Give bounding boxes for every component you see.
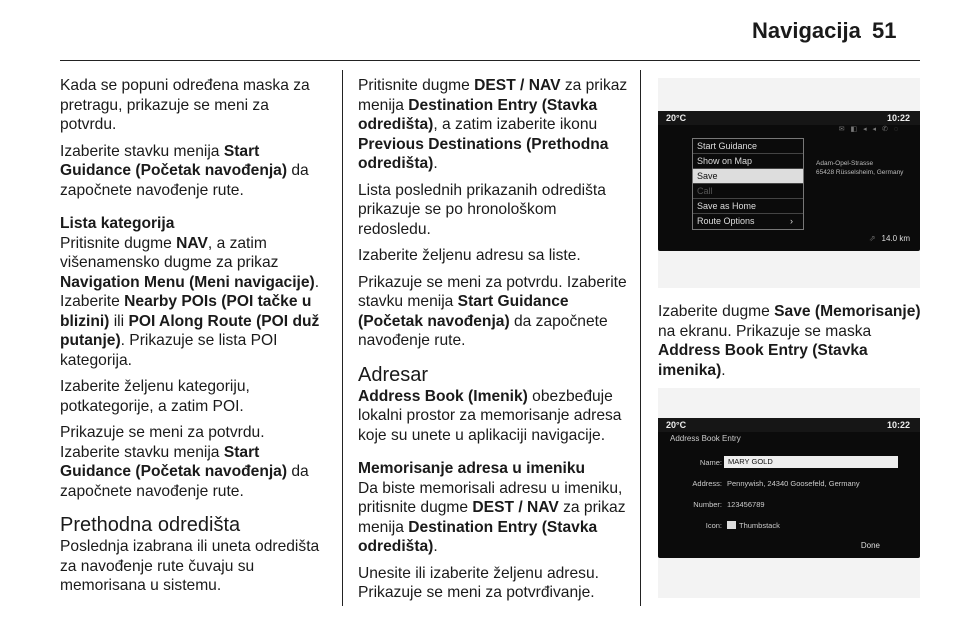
button-term: DEST / NAV <box>474 77 561 94</box>
paragraph <box>358 387 628 446</box>
column-divider-2 <box>640 70 641 606</box>
page-number: 51 <box>872 18 897 43</box>
address-label: Address: <box>692 479 722 488</box>
icon-row[interactable] <box>658 519 920 532</box>
paragraph <box>60 377 328 416</box>
chevron-right-icon: › <box>790 216 793 226</box>
paragraph <box>358 479 628 557</box>
distance <box>869 234 910 243</box>
destination-address <box>816 159 903 177</box>
icon-field[interactable] <box>727 521 780 530</box>
number-label: Number: <box>693 500 722 509</box>
text: Prikazuje se meni za potvrdu. Izaberite stavku menija <box>60 424 265 461</box>
route-icon: ⇗ <box>868 234 876 243</box>
text: Pritisnite dugme <box>60 234 177 252</box>
paragraph <box>60 76 328 135</box>
text: Kada se popuni određena maska za pretragu, prikazuje se meni za potvrdu. <box>60 77 310 133</box>
text: . <box>433 538 438 555</box>
text: . <box>433 155 438 172</box>
menu-term: Start Guidance (Početak navođenja) <box>358 293 569 330</box>
paragraph <box>358 564 628 603</box>
menu-item-start-guidance[interactable]: Start Guidance <box>693 139 803 154</box>
thumbstack-icon <box>727 521 736 529</box>
text: Prikazuje se meni za potvrdu. Izaberite stavku menija <box>358 273 627 310</box>
text: da započnete navođenje rute. <box>358 312 608 349</box>
icon-value: Thumbstack <box>739 521 780 530</box>
paragraph <box>60 142 328 201</box>
menu-term: Navigation Menu (Meni navigacije) <box>60 273 315 291</box>
clock: 10:22 <box>886 113 910 123</box>
text: , a zatim višenamensko dugme za prikaz <box>60 234 279 271</box>
column-2 <box>358 76 628 610</box>
screenshot-confirmation-menu <box>658 78 920 288</box>
button-term: DEST / NAV <box>472 499 559 516</box>
text: za prikaz menija <box>358 77 628 114</box>
address-row[interactable] <box>658 477 920 490</box>
menu-term: Destination Entry (Stavka odredišta) <box>358 518 598 555</box>
menu-term: Address Book (Imenik) <box>358 387 528 405</box>
name-row[interactable] <box>658 456 920 469</box>
column-1 <box>60 76 328 603</box>
confirmation-menu <box>692 138 804 230</box>
text: Izaberite stavku menija <box>60 142 224 160</box>
section-heading-memorisanje: Memorisanje adresa u imeniku <box>358 460 586 477</box>
paragraph <box>658 302 926 380</box>
button-term: NAV <box>176 234 208 252</box>
route-options-label: Route Options <box>697 216 755 226</box>
paragraph <box>358 181 628 240</box>
text: ili <box>109 312 129 330</box>
temperature: 20°C <box>666 113 687 123</box>
menu-term: Address Book Entry (Stavka imenika) <box>658 342 868 379</box>
menu-term: Start Guidance (Početak navođenja) <box>60 443 288 480</box>
number-field[interactable]: 123456789 <box>727 500 765 509</box>
address-street: Adam-Opel-Strasse <box>816 160 874 167</box>
text: Unesite ili izaberite željenu adresu. Prikazuje se meni za potvrđivanje. <box>358 564 599 601</box>
section-heading-lista: Lista kategorija <box>60 215 175 232</box>
status-bar <box>658 418 920 432</box>
menu-term: Nearby POIs (POI tačke u blizini) <box>60 293 312 330</box>
column-divider-1 <box>342 70 343 606</box>
paragraph <box>60 537 328 596</box>
infotainment-screen <box>658 418 920 558</box>
text: . Prikazuje se lista POI kategorija. <box>60 332 278 369</box>
menu-term: POI Along Route (POI duž putanje) <box>60 312 320 349</box>
button-term: Save (Memorisanje) <box>774 303 921 320</box>
screenshot-address-book-entry <box>658 388 920 598</box>
text: . <box>721 361 726 379</box>
paragraph <box>358 76 628 174</box>
section-heading-adresar: Adresar <box>358 363 429 386</box>
address-field[interactable]: Pennywish, 24340 Goosefeld, Germany <box>727 479 860 488</box>
text: . Izaberite <box>60 273 320 310</box>
text: obezbeđuje lokalni prostor za memorisanje adresa koje su unete u aplikaciji navigacije. <box>358 387 622 444</box>
clock: 10:22 <box>886 420 910 430</box>
menu-item-save[interactable]: Save <box>693 169 803 184</box>
name-label: Name: <box>699 458 722 467</box>
temperature: 20°C <box>666 420 687 430</box>
chapter-title: Navigacija <box>752 18 861 43</box>
name-field[interactable]: MARY GOLD <box>724 456 898 468</box>
text: na ekranu. Prikazuje se maska <box>658 322 872 340</box>
text: da započnete navođenje rute. <box>60 463 309 500</box>
paragraph <box>358 246 628 266</box>
menu-item-route-options[interactable] <box>693 214 803 229</box>
menu-term: Start Guidance (Početak navođenja) <box>60 142 288 179</box>
infotainment-screen <box>658 111 920 251</box>
status-bar <box>658 111 920 133</box>
distance-value: 14.0 km <box>881 234 910 243</box>
number-row[interactable] <box>658 498 920 511</box>
menu-item-show-on-map[interactable]: Show on Map <box>693 154 803 169</box>
text: da započnete navođenje rute. <box>60 162 309 199</box>
paragraph <box>60 234 328 371</box>
page-header <box>0 0 960 60</box>
section-heading-prethodna: Prethodna odredišta <box>60 514 241 536</box>
text: Izaberite željenu kategoriju, potkategorije, a zatim POI. <box>60 378 250 415</box>
text: za prikaz menija <box>358 499 626 536</box>
text: Pritisnite dugme <box>358 77 475 94</box>
status-icons: ✉ ◧ ◂ ◂ ✆ ◌ <box>838 126 900 133</box>
text: Poslednja izabrana ili uneta odredišta za navođenje rute čuvaju su memorisana u sistemu. <box>60 538 320 594</box>
menu-term: Destination Entry (Stavka odredišta) <box>358 96 598 133</box>
done-button[interactable]: Done <box>860 541 880 550</box>
menu-item-save-as-home[interactable]: Save as Home <box>693 199 803 214</box>
text: , a zatim izaberite ikonu <box>433 116 598 133</box>
paragraph <box>358 273 628 351</box>
menu-term: Previous Destinations (Prethodna odredišta) <box>358 135 609 172</box>
text: Lista poslednih prikazanih odredišta prikazuje se po hronološkom redosledu. <box>358 181 606 238</box>
header-rule <box>60 60 920 61</box>
menu-item-call[interactable]: Call <box>693 184 803 199</box>
text: Da biste memorisali adresu u imeniku, pritisnite dugme <box>358 479 623 516</box>
paragraph <box>60 423 328 501</box>
icon-label: Icon: <box>705 521 722 530</box>
column-3-text <box>658 302 926 387</box>
text: Izaberite dugme <box>658 303 775 320</box>
address-book-title: Address Book Entry <box>670 434 741 443</box>
address-city: 65428 Rüsselsheim, Germany <box>816 169 904 176</box>
text: Izaberite željenu adresu sa liste. <box>358 247 581 264</box>
